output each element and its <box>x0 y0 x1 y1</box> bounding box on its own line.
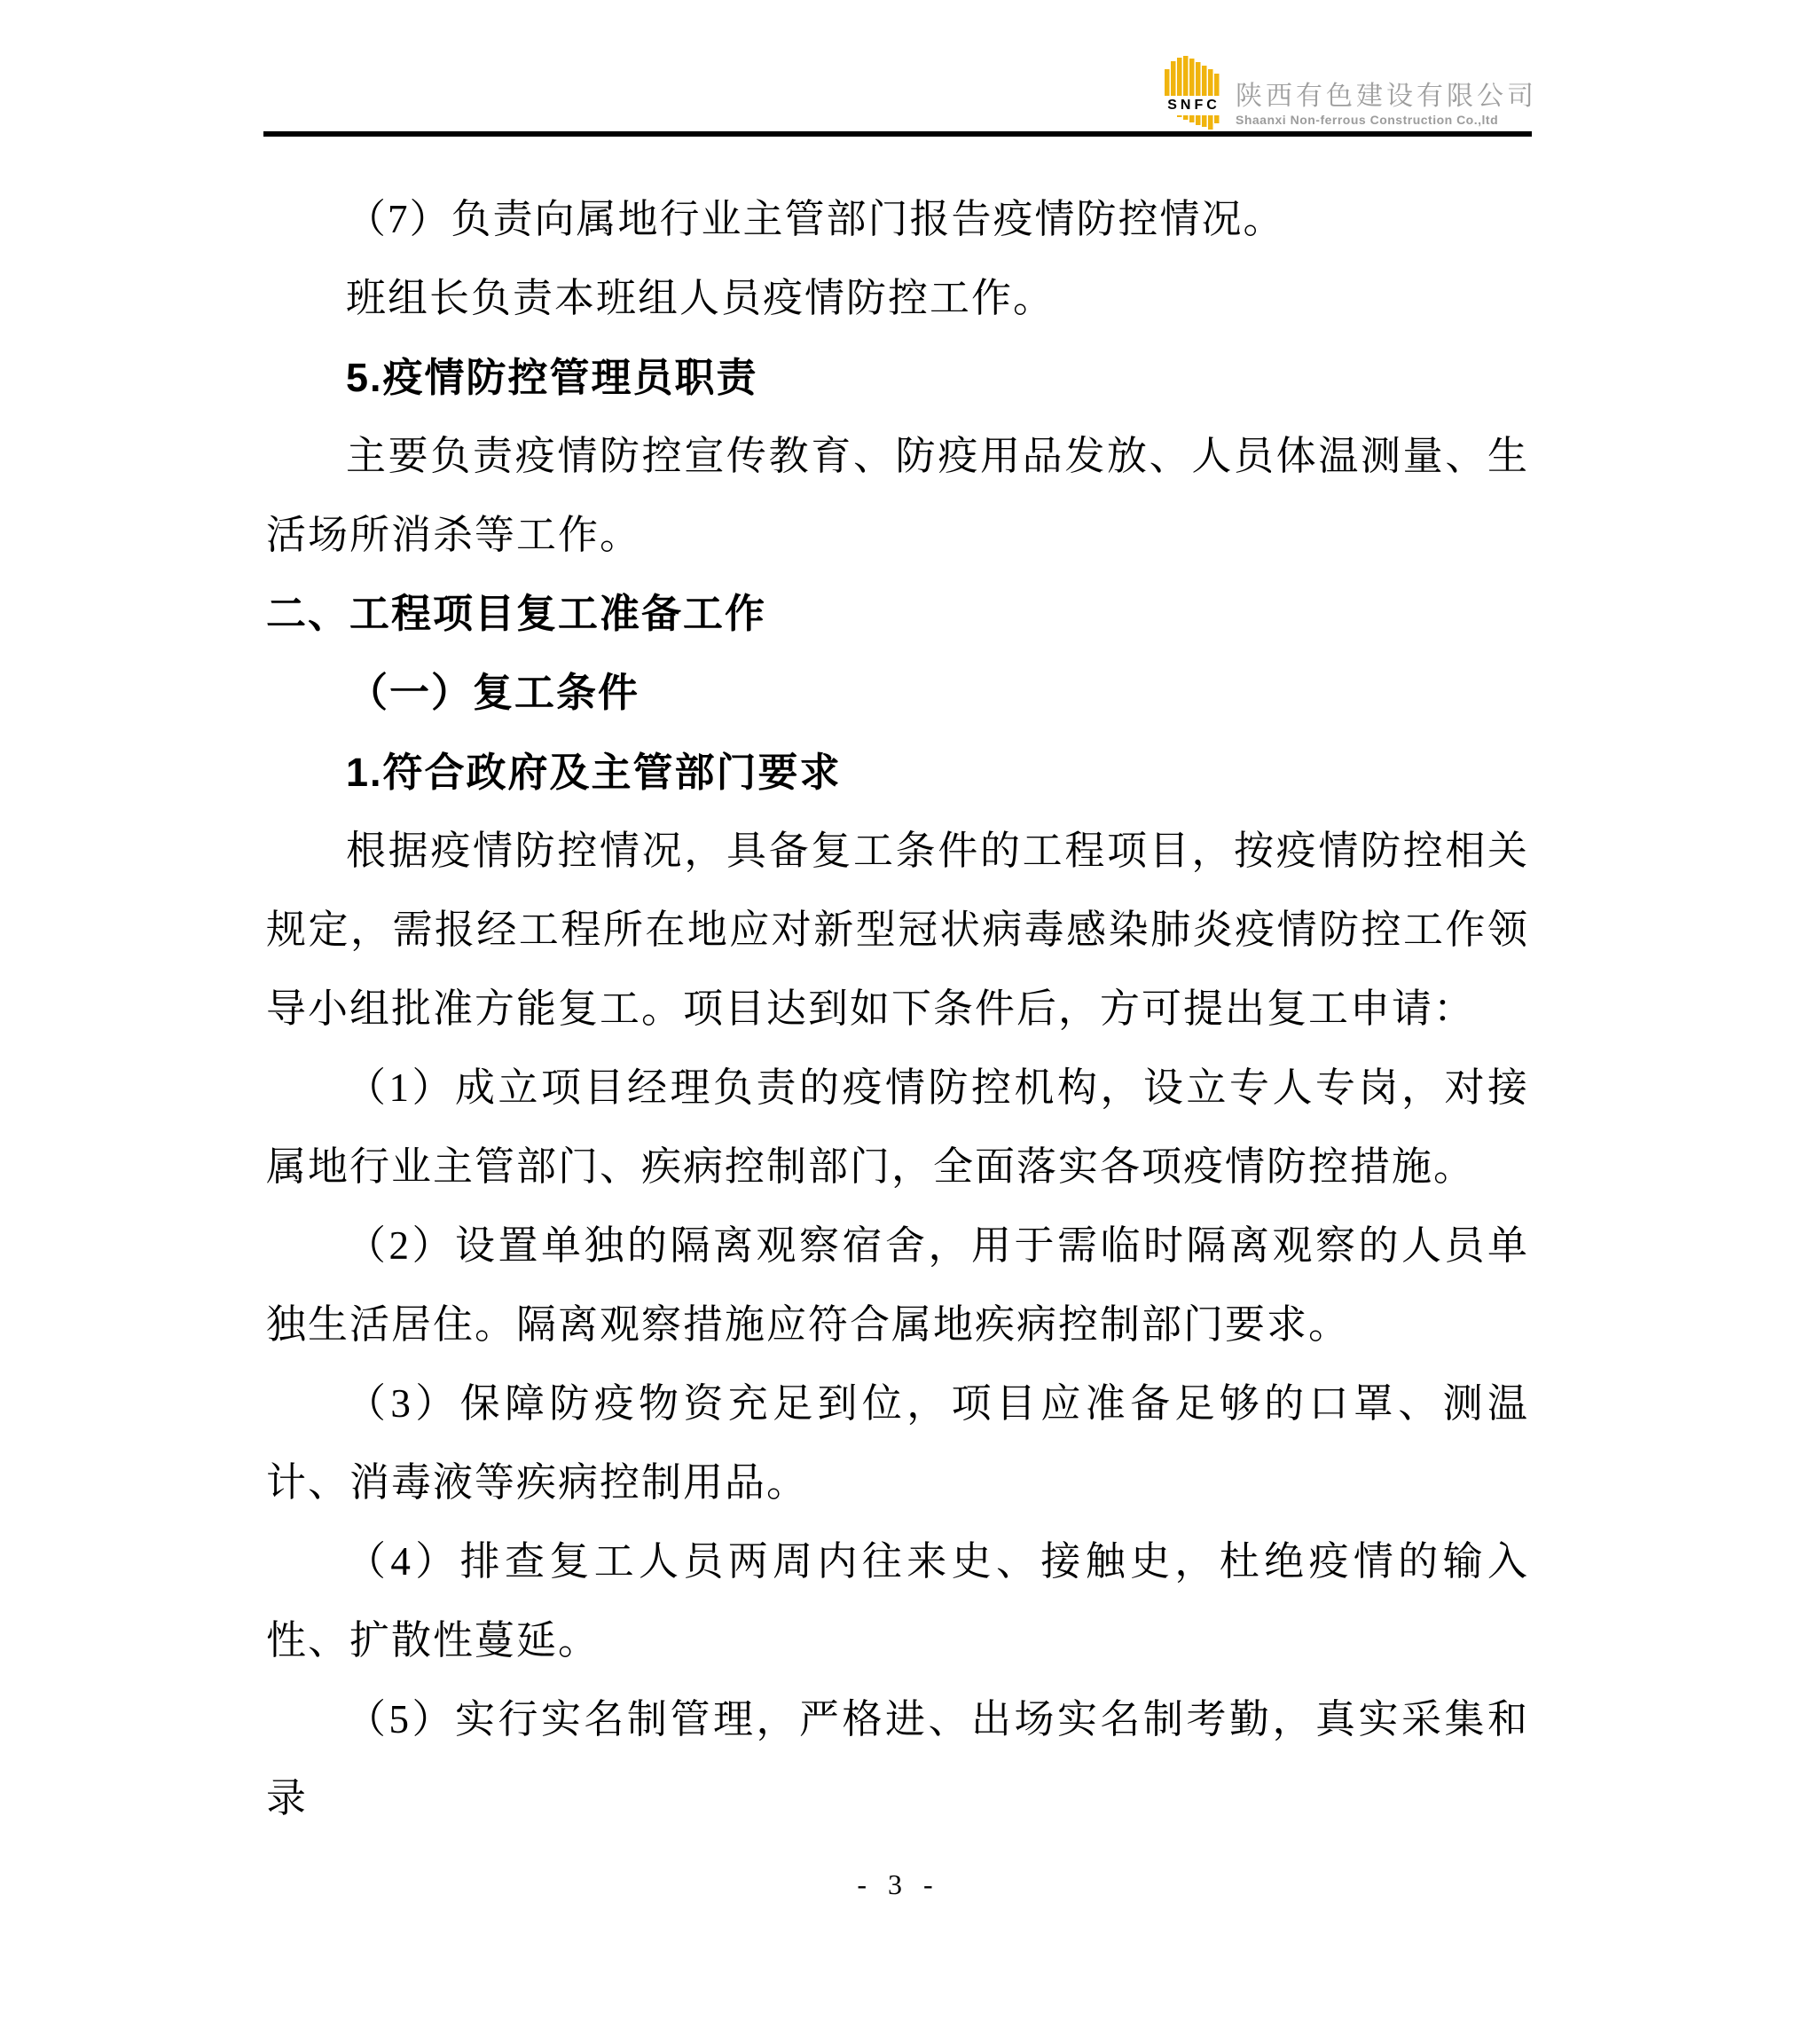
heading-1-government-requirements: 1.符合政府及主管部门要求 <box>346 750 842 795</box>
paragraph-item-7: （7）负责向属地行业主管部门报告疫情防控情况。 <box>346 197 1285 241</box>
page-header <box>1165 55 1537 130</box>
snfc-logo-text: SNFC <box>1163 96 1225 115</box>
paragraph-condition-5: （5）实行实名制管理，严格进、出场实名制考勤，真实采集和录 <box>266 1697 1529 1820</box>
paragraph-condition-3: （3）保障防疫物资充足到位，项目应准备足够的口罩、测温计、消毒液等疾病控制用品。 <box>266 1381 1529 1505</box>
paragraph-team-leader: 班组长负责本班组人员疫情防控工作。 <box>346 276 1055 320</box>
page-number: - 3 - <box>857 1868 940 1900</box>
header-divider <box>263 131 1532 137</box>
paragraph-condition-4: （4）排查复工人员两周内往来史、接触史，杜绝疫情的输入性、扩散性蔓延。 <box>266 1539 1529 1663</box>
company-name-block <box>1236 82 1537 130</box>
paragraph-condition-1: （1）成立项目经理负责的疫情防控机构，设立专人专岗，对接属地行业主管部门、疾病控制部门，全面落实各项疫情防控措施。 <box>266 1065 1529 1189</box>
paragraph-condition-2: （2）设置单独的隔离观察宿舍，用于需临时隔离观察的人员单独生活居住。隔离观察措施应符合属地疾病控制部门要求。 <box>266 1223 1529 1347</box>
document-body <box>266 180 1529 1838</box>
paragraph-admin-duties: 主要负责疫情防控宣传教育、防疫用品发放、人员体温测量、生活场所消杀等工作。 <box>266 434 1529 557</box>
heading-5-epidemic-admin-duties: 5.疫情防控管理员职责 <box>346 355 758 400</box>
paragraph-application-conditions: 根据疫情防控情况，具备复工条件的工程项目，按疫情防控相关规定，需报经工程所在地应对新型冠状病毒感染肺炎疫情防控工作领导小组批准方能复工。项目达到如下条件后，方可提出复工申请： <box>266 829 1529 1031</box>
company-name-chinese: 陕西有色建设有限公司 <box>1236 82 1537 111</box>
subsection-heading-1-resumption-conditions: （一）复工条件 <box>348 671 640 715</box>
section-heading-2-resumption-preparation: 二、工程项目复工准备工作 <box>266 592 767 636</box>
company-name-english: Shaanxi Non-ferrous Construction Co.,ltd <box>1236 113 1499 127</box>
snfc-logo-bars-icon <box>1165 55 1221 130</box>
snfc-logo <box>1165 55 1221 130</box>
